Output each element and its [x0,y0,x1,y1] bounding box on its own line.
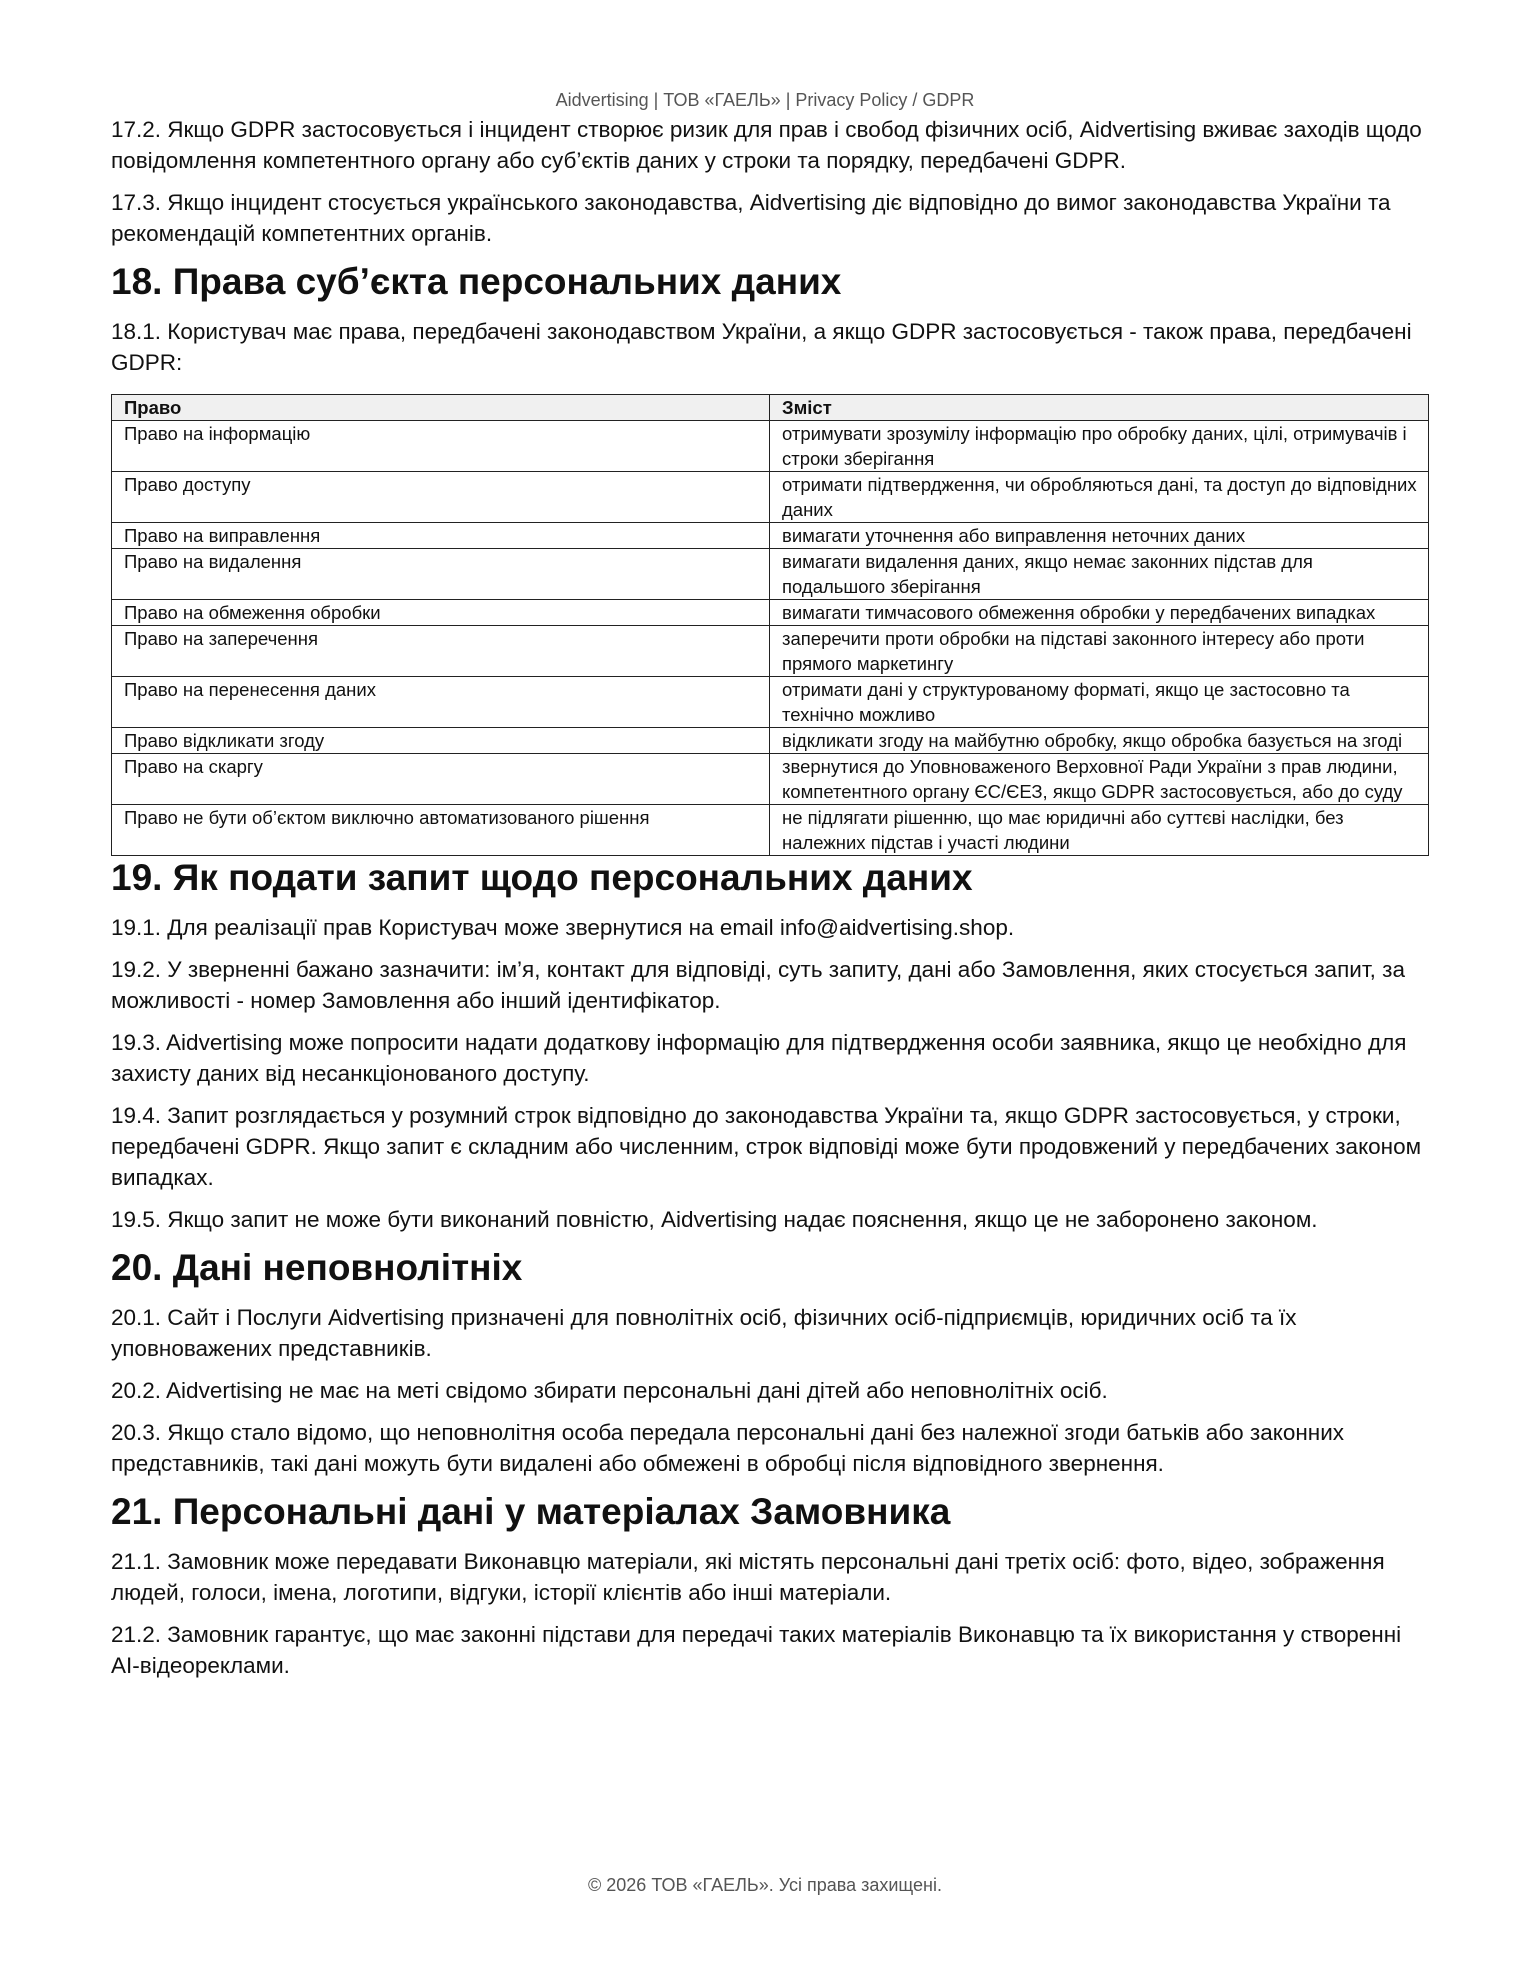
header-cell-content: Зміст [770,395,1429,421]
section-19-title: 19. Як подати запит щодо персональних даних [111,857,973,898]
paragraph-19-3: 19.3. Aidvertising може попросити надати додаткову інформацію для підтвердження особи заявника, якщо це необхідно для захисту даних від несанкціонованого доступу. [111,1030,1407,1086]
section-18-title: 18. Права суб’єкта персональних даних [111,261,842,302]
table-row [112,805,1429,856]
table-header-row [112,395,1429,421]
right-name-cell: Право відкликати згоду [112,728,770,754]
right-name-cell: Право на перенесення даних [112,677,770,728]
table-row [112,754,1429,805]
right-content-cell: вимагати уточнення або виправлення неточних даних [770,523,1429,549]
table-row [112,728,1429,754]
table-row [112,600,1429,626]
right-name-cell: Право на скаргу [112,754,770,805]
right-content-cell: отримати підтвердження, чи обробляються дані, та доступ до відповідних даних [770,472,1429,523]
rights-table [111,394,1429,856]
table-row [112,421,1429,472]
paragraph-19-1: 19.1. Для реалізації прав Користувач може звернутися на email info@aidvertising.shop. [111,915,1015,940]
paragraph-20-1: 20.1. Сайт і Послуги Aidvertising призначені для повнолітніх осіб, фізичних осіб-підприємців, юридичних осіб та їх уповноважених представників. [111,1305,1297,1361]
right-name-cell: Право не бути об’єктом виключно автоматизованого рішення [112,805,770,856]
right-name-cell: Право на заперечення [112,626,770,677]
paragraph-19-5: 19.5. Якщо запит не може бути виконаний повністю, Aidvertising надає пояснення, якщо це не заборонено законом. [111,1207,1318,1232]
paragraph-21-2: 21.2. Замовник гарантує, що має законні підстави для передачі таких матеріалів Виконавцю та їх використання у створенні AI-відеореклами. [111,1622,1402,1678]
paragraph-21-1: 21.1. Замовник може передавати Виконавцю матеріали, які містять персональні дані третіх осіб: фото, відео, зображення людей, голоси, імена, логотипи, відгуки, історії клієнтів або інші матеріали. [111,1549,1385,1605]
paragraph-19-4: 19.4. Запит розглядається у розумний строк відповідно до законодавства України та, якщо GDPR застосовується, у строки, передбачені GDPR. Якщо запит є складним або численним, строк відповіді може бути продовжений у передбачених законом випадках. [111,1103,1422,1190]
page-footer: © 2026 ТОВ «ГАЕЛЬ». Усі права захищені. [588,1875,942,1895]
right-content-cell: отримувати зрозумілу інформацію про обробку даних, цілі, отримувачів і строки зберігання [770,421,1429,472]
right-content-cell: отримати дані у структурованому форматі, якщо це застосовно та технічно можливо [770,677,1429,728]
right-name-cell: Право на видалення [112,549,770,600]
paragraph-20-3: 20.3. Якщо стало відомо, що неповнолітня особа передала персональні дані без належної згоди батьків або законних представників, такі дані можуть бути видалені або обмежені в обробці після відповідного звернення. [111,1420,1345,1476]
header-cell-right: Право [112,395,770,421]
right-content-cell: звернутися до Уповноваженого Верховної Ради України з прав людини, компетентного органу ЄС/ЄЕЗ, якщо GDPR застосовується, або до суду [770,754,1429,805]
right-content-cell: не підлягати рішенню, що має юридичні або суттєві наслідки, без належних підстав і участі людини [770,805,1429,856]
table-row [112,549,1429,600]
table-row [112,523,1429,549]
right-content-cell: заперечити проти обробки на підставі законного інтересу або проти прямого маркетингу [770,626,1429,677]
right-name-cell: Право доступу [112,472,770,523]
right-name-cell: Право на інформацію [112,421,770,472]
right-name-cell: Право на виправлення [112,523,770,549]
page-header: Aidvertising | ТОВ «ГАЕЛЬ» | Privacy Policy / GDPR [555,90,975,110]
right-content-cell: вимагати тимчасового обмеження обробки у передбачених випадках [770,600,1429,626]
paragraph-20-2: 20.2. Aidvertising не має на меті свідомо збирати персональні дані дітей або неповнолітніх осіб. [111,1378,1108,1403]
paragraph-18-1: 18.1. Користувач має права, передбачені законодавством України, а якщо GDPR застосовується - також права, передбачені GDPR: [111,319,1412,375]
section-20-title: 20. Дані неповнолітніх [111,1247,523,1288]
paragraph-17-2: 17.2. Якщо GDPR застосовується і інцидент створює ризик для прав і свобод фізичних осіб, Aidvertising вживає заходів щодо повідомлення компетентного органу або суб’єктів даних у строки та порядку, передбачені GDPR. [111,117,1422,173]
right-name-cell: Право на обмеження обробки [112,600,770,626]
table-row [112,472,1429,523]
document-body [111,114,1429,1692]
right-content-cell: вимагати видалення даних, якщо немає законних підстав для подальшого зберігання [770,549,1429,600]
paragraph-19-2: 19.2. У зверненні бажано зазначити: ім’я, контакт для відповіді, суть запиту, дані або Замовлення, яких стосується запит, за можливості - номер Замовлення або інший ідентифікатор. [111,957,1405,1013]
paragraph-17-3: 17.3. Якщо інцидент стосується українського законодавства, Aidvertising діє відповідно до вимог законодавства України та рекомендацій компетентних органів. [111,190,1391,246]
table-row [112,677,1429,728]
right-content-cell: відкликати згоду на майбутню обробку, якщо обробка базується на згоді [770,728,1429,754]
table-row [112,626,1429,677]
section-21-title: 21. Персональні дані у матеріалах Замовника [111,1491,951,1532]
